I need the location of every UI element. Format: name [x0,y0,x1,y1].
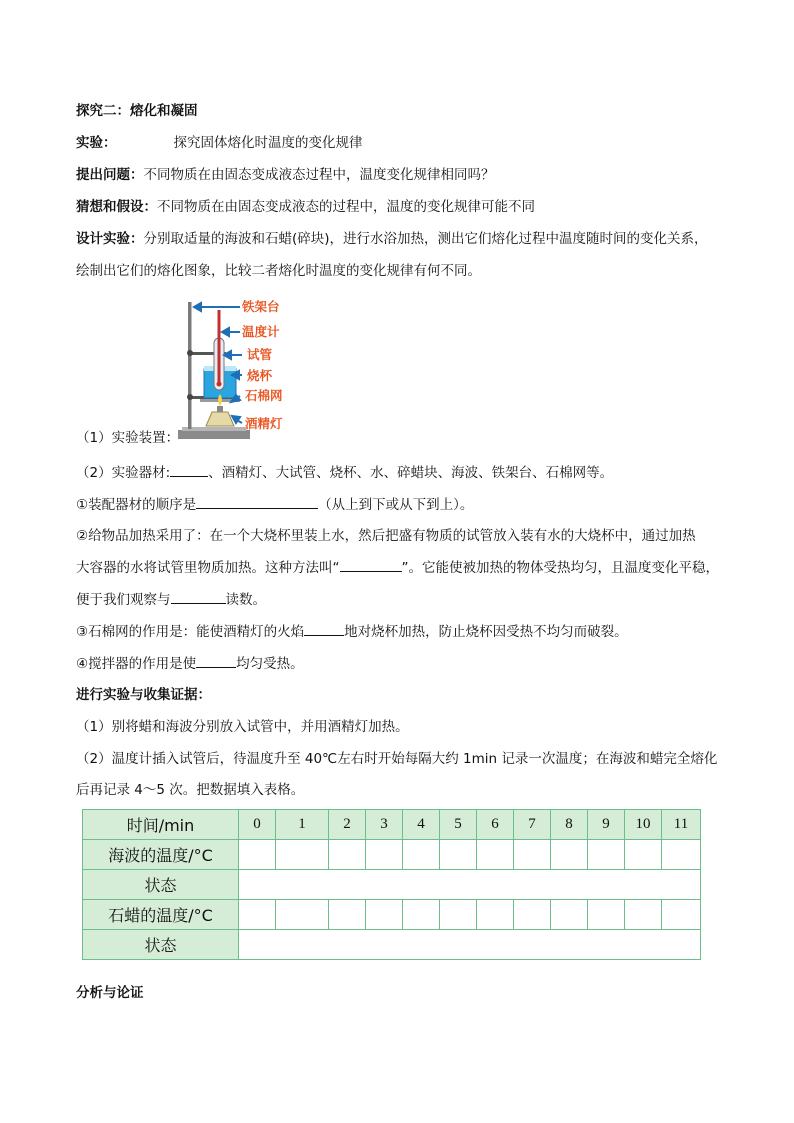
experiment-label: 实验： [76,135,117,151]
table-header-row [83,810,701,840]
materials-blank[interactable] [170,462,208,477]
item-materials: （2）实验器材: 、酒精灯、大试管、烧杯、水、碎蜡块、海波、铁架台、石棉网等。 [76,462,613,483]
experiment-line [76,133,363,153]
input-cell[interactable] [514,900,551,930]
q2-line-2: 大容器的水将试管里物质加热。这种方法叫“ ”。它能使被加热的物体受热均匀，且温度变化平稳， [76,557,719,578]
time-cell: 7 [514,810,551,840]
assembly-order-blank[interactable] [196,494,318,509]
q2-line-1: ②给物品加热采用了：在一个大烧杯里装上水，然后把盛有物质的试管放入装有水的大烧杯中，通过加热 [76,528,696,544]
label-thermometer: 温度计 [242,324,280,339]
input-cell[interactable] [551,840,588,870]
time-cell: 0 [239,810,276,840]
input-cell[interactable] [276,840,329,870]
analysis-title: 分析与论证 [76,985,144,1001]
question-label: 提出问题： [76,167,144,183]
input-cell[interactable] [366,900,403,930]
input-cell[interactable] [514,840,551,870]
design-text-1: 分别取适量的海波和石蜡(碎块)，进行水浴加热，测出它们熔化过程中温度随时间的变化关系， [143,231,708,247]
design-line-1 [76,229,708,249]
state-input-cell[interactable] [239,930,701,960]
hypothesis-line [76,197,535,217]
input-cell[interactable] [329,900,366,930]
time-cell: 5 [440,810,477,840]
label-alcohol-lamp: 酒精灯 [245,416,283,431]
input-cell[interactable] [477,900,514,930]
input-cell[interactable] [477,840,514,870]
input-cell[interactable] [625,840,662,870]
q4-line: ④搅拌器的作用是使 均匀受热。 [76,653,304,674]
input-cell[interactable] [403,840,440,870]
row-label-wax-temp: 石蜡的温度/°C [83,900,239,930]
data-table [82,809,701,960]
design-line-2: 绘制出它们的熔化图象，比较二者熔化时温度的变化规律有何不同。 [76,263,481,279]
label-beaker: 烧杯 [247,368,273,383]
time-cell: 3 [366,810,403,840]
input-cell[interactable] [662,840,701,870]
input-cell[interactable] [588,840,625,870]
time-cell: 9 [588,810,625,840]
input-cell[interactable] [440,900,477,930]
input-cell[interactable] [239,900,276,930]
experiment-apparatus-diagram [172,296,302,446]
hypothesis-text: 不同物质在由固态变成液态的过程中，温度的变化规律可能不同 [157,199,535,215]
q1-line: ①装配器材的顺序是 （从上到下或从下到上）。 [76,494,473,515]
table-row-wax-temp [83,900,701,930]
state-input-cell[interactable] [239,870,701,900]
time-cell: 10 [625,810,662,840]
procedure-step-2-line-2: 后再记录 4～5 次。把数据填入表格。 [76,782,305,798]
method-name-blank[interactable] [340,557,402,572]
time-cell: 6 [477,810,514,840]
q2-line-3: 便于我们观察与 读数。 [76,589,266,610]
time-header: 时间/min [83,810,239,840]
design-label: 设计实验： [76,231,144,247]
procedure-step-1: （1）别将蜡和海波分别放入试管中，并用酒精灯加热。 [76,719,409,735]
table-row-hypo-state [83,870,701,900]
label-test-tube: 试管 [247,347,273,362]
procedure-title: 进行实验与收集证据： [76,687,211,703]
label-asbestos-gauze: 石棉网 [245,388,283,403]
stand-rod [188,302,192,429]
input-cell[interactable] [239,840,276,870]
input-cell[interactable] [366,840,403,870]
row-label-wax-state: 状态 [83,930,239,960]
q3-line: ③石棉网的作用是：能使酒精灯的火焰 地对烧杯加热，防止烧杯因受热不均匀而破裂。 [76,621,628,642]
input-cell[interactable] [625,900,662,930]
input-cell[interactable] [551,900,588,930]
stand-base [178,430,250,439]
table-row-wax-state [83,930,701,960]
gauze-blank[interactable] [304,621,344,636]
input-cell[interactable] [276,900,329,930]
question-line [76,165,495,185]
section-title: 探究二：熔化和凝固 [76,103,198,119]
stirrer-blank[interactable] [196,653,236,668]
thermometer [218,310,221,384]
hypothesis-label: 猜想和假设： [76,199,157,215]
input-cell[interactable] [440,840,477,870]
time-cell: 2 [329,810,366,840]
alcohol-lamp [206,412,234,426]
time-cell: 11 [662,810,701,840]
row-label-hypo-state: 状态 [83,870,239,900]
time-cell: 4 [403,810,440,840]
time-cell: 8 [551,810,588,840]
observe-blank[interactable] [171,589,226,604]
input-cell[interactable] [403,900,440,930]
item-apparatus: （1）实验装置： [76,430,180,446]
table-row-hypo-temp [83,840,701,870]
input-cell[interactable] [329,840,366,870]
time-cell: 1 [276,810,329,840]
question-text: 不同物质在由固态变成液态过程中，温度变化规律相同吗？ [143,167,495,183]
input-cell[interactable] [588,900,625,930]
input-cell[interactable] [662,900,701,930]
procedure-step-2-line-1: （2）温度计插入试管后，待温度升至 40℃左右时开始每隔大约 1min 记录一次温度；在海波和蜡完全熔化 [76,751,718,767]
experiment-text: 探究固体熔化时温度的变化规律 [173,135,363,151]
row-label-hypo-temp: 海波的温度/°C [83,840,239,870]
label-iron-stand: 铁架台 [242,299,280,314]
